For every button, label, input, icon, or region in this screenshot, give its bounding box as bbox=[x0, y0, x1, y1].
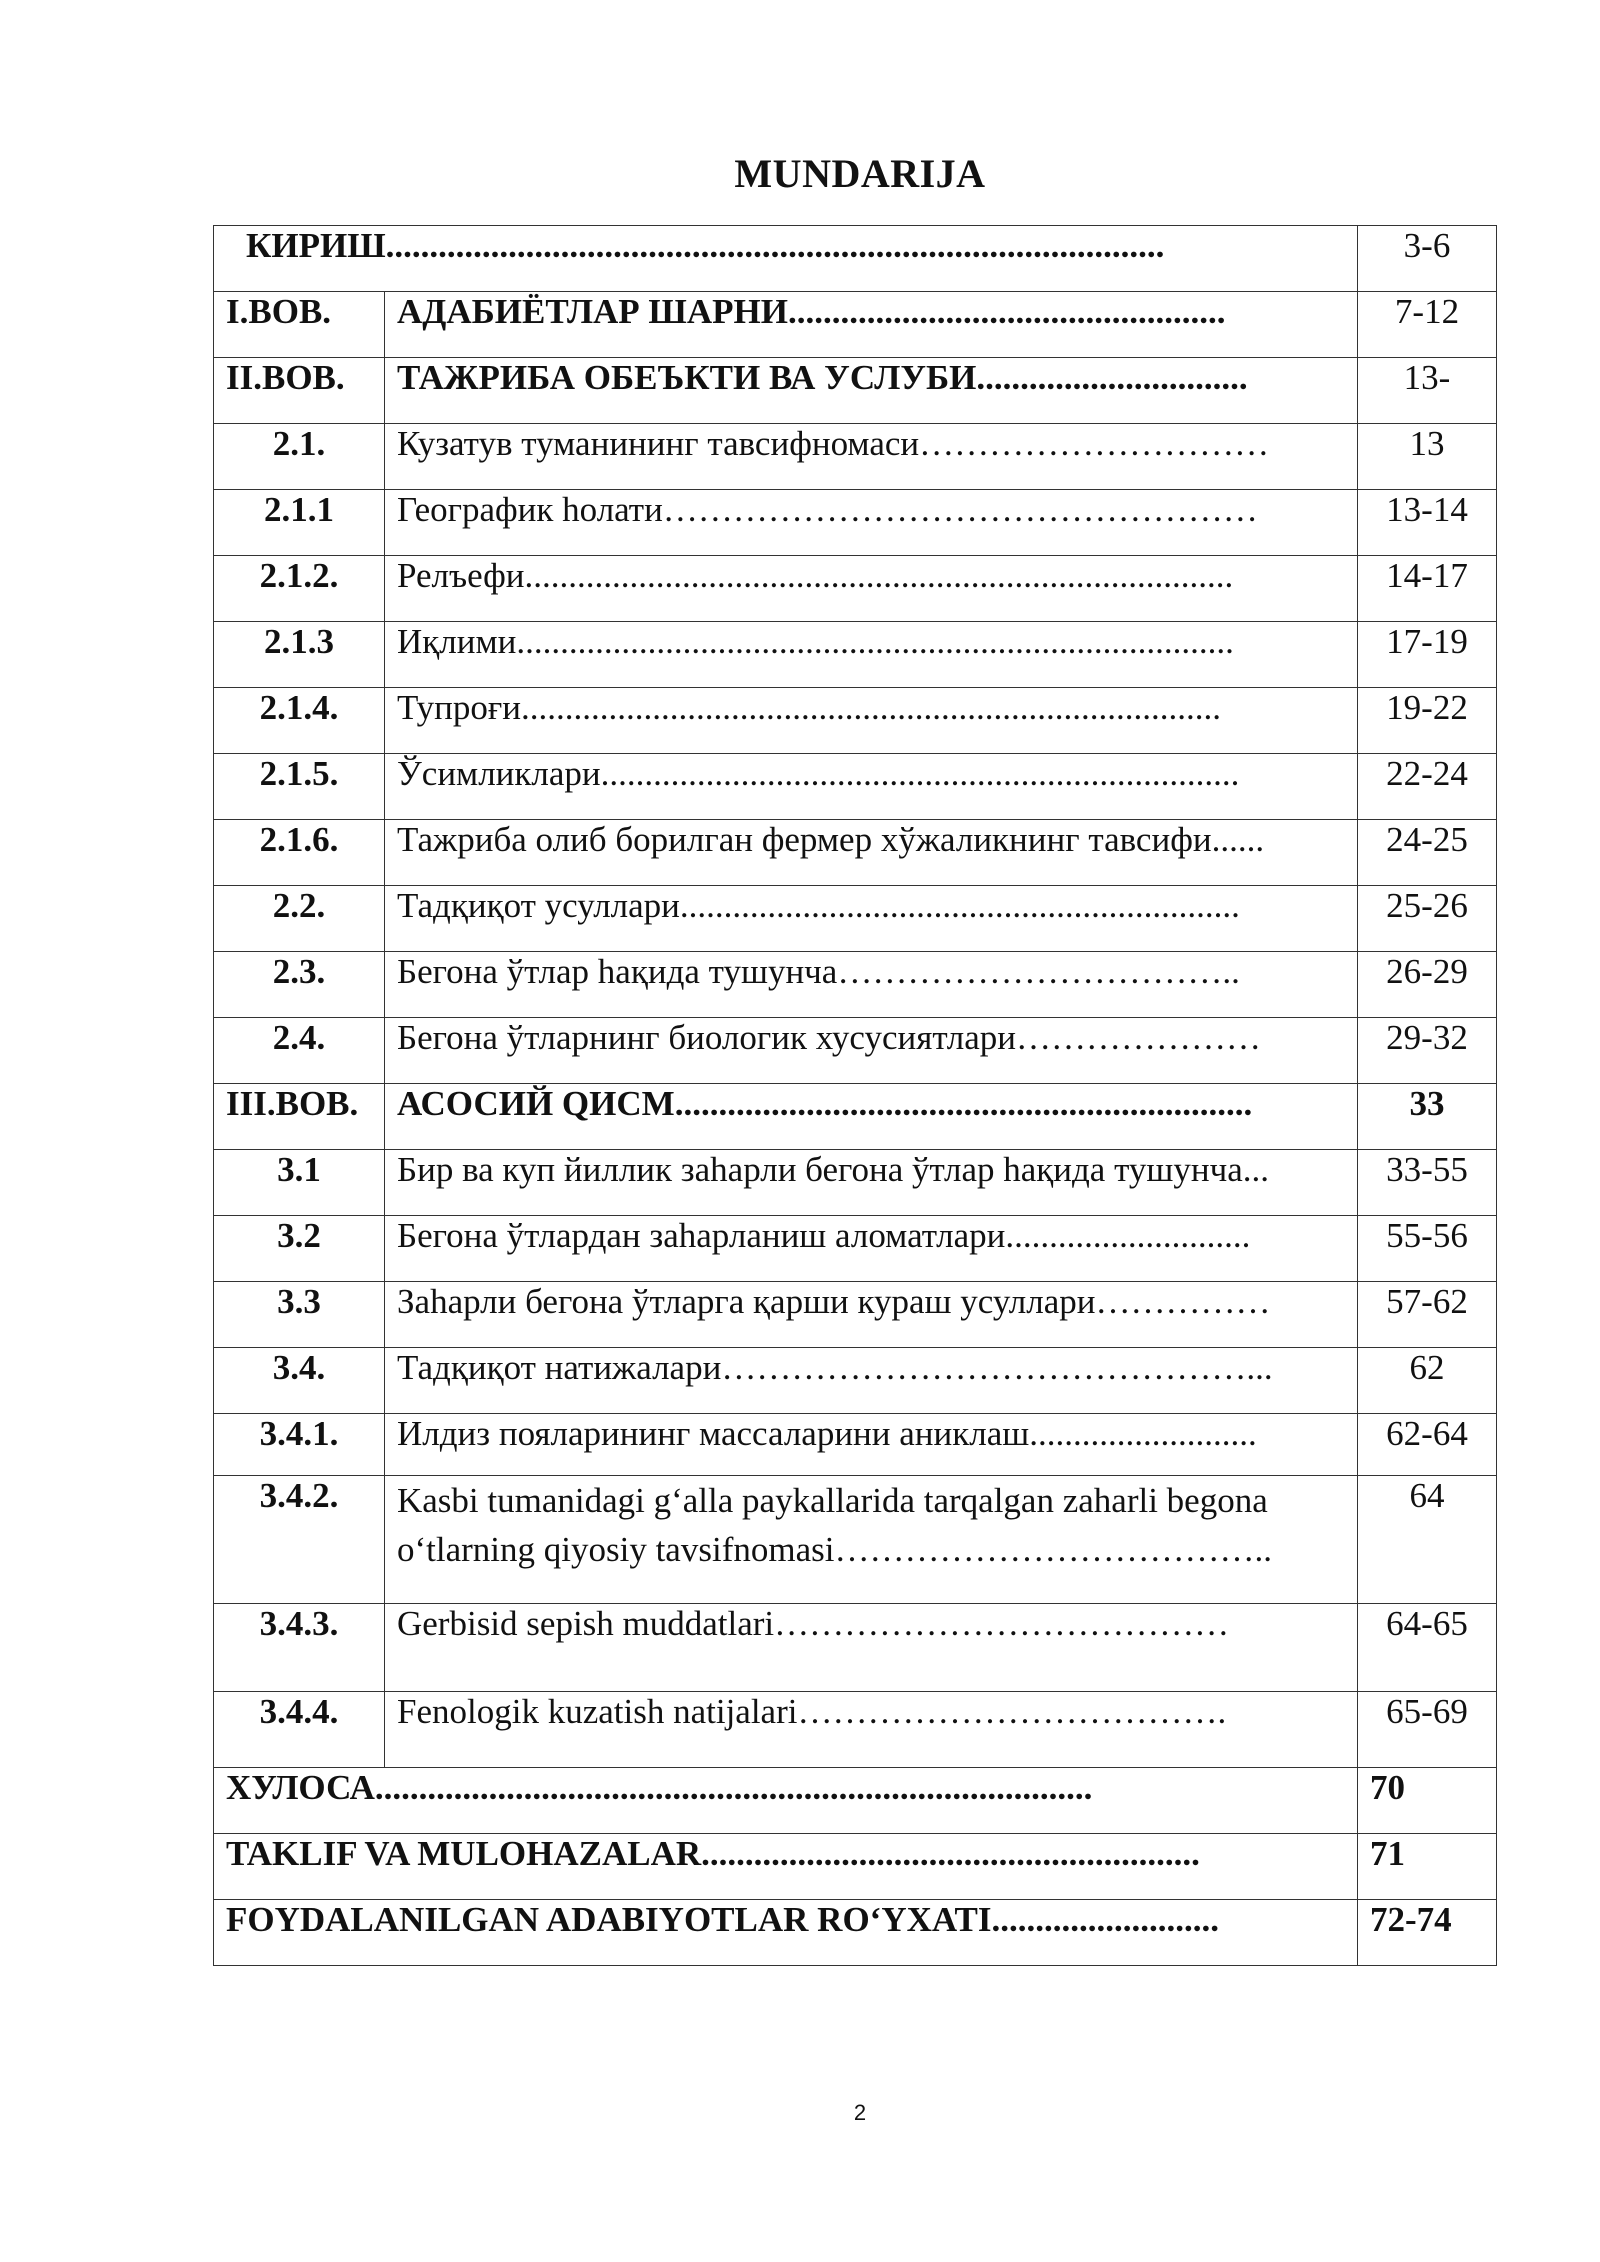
toc-number: 2.1.3 bbox=[214, 622, 385, 688]
toc-title: Тупроғи................................................................................ bbox=[385, 688, 1358, 754]
toc-row-proposals bbox=[214, 1834, 1497, 1900]
toc-page: 17-19 bbox=[1358, 622, 1497, 688]
toc-number: 2.3. bbox=[214, 952, 385, 1018]
toc-title: Ўсимликлари......................................................................... bbox=[385, 754, 1358, 820]
toc-page: 14-17 bbox=[1358, 556, 1497, 622]
toc-number: 3.4. bbox=[214, 1348, 385, 1414]
toc-title: Кузатув туманининг тавсифномаси………………………… bbox=[385, 424, 1358, 490]
toc-row-2-3 bbox=[214, 952, 1497, 1018]
toc-title: Kasbi tumanidagi g‘alla paykallarida tarqalgan zaharli begona o‘tlarning qiyosiy tavsifnomasi……………………………….. bbox=[385, 1476, 1358, 1604]
toc-page: 72-74 bbox=[1358, 1900, 1497, 1966]
toc-page: 62-64 bbox=[1358, 1414, 1497, 1476]
toc-row-2-1-6 bbox=[214, 820, 1497, 886]
table-of-contents bbox=[213, 225, 1497, 1966]
toc-row-3-4 bbox=[214, 1348, 1497, 1414]
toc-page: 26-29 bbox=[1358, 952, 1497, 1018]
toc-row-3-1 bbox=[214, 1150, 1497, 1216]
toc-title: Географик hолати…………………………………………… bbox=[385, 490, 1358, 556]
toc-row-2-4 bbox=[214, 1018, 1497, 1084]
page-number: 2 bbox=[853, 2100, 867, 2125]
toc-number: 3.4.2. bbox=[214, 1476, 385, 1604]
toc-number: 2.4. bbox=[214, 1018, 385, 1084]
toc-page: 19-22 bbox=[1358, 688, 1497, 754]
toc-row-2-1-1 bbox=[214, 490, 1497, 556]
toc-title: Илдиз пояларининг массаларини аниклаш.......................... bbox=[385, 1414, 1358, 1476]
page-title: MUNDARIJA bbox=[734, 151, 986, 196]
toc-number: 2.1.1 bbox=[214, 490, 385, 556]
toc-number: 2.1.6. bbox=[214, 820, 385, 886]
toc-number: 2.1.2. bbox=[214, 556, 385, 622]
toc-title: Тадқиқот усуллари................................................................ bbox=[385, 886, 1358, 952]
toc-row-3-4-3 bbox=[214, 1604, 1497, 1692]
toc-title: FOYDALANILGAN ADABIYOTLAR RO‘YXATI.......................... bbox=[214, 1900, 1358, 1966]
toc-row-2-1 bbox=[214, 424, 1497, 490]
toc-title: Gerbisid sepish muddatlari………………………………… bbox=[385, 1604, 1358, 1692]
toc-title: Иқлими.................................................................................. bbox=[385, 622, 1358, 688]
toc-title: Fenologik kuzatish natijalari………………………………. bbox=[385, 1692, 1358, 1768]
toc-page: 22-24 bbox=[1358, 754, 1497, 820]
toc-title: Тадқиқот натижалари………………………………………... bbox=[385, 1348, 1358, 1414]
toc-title: АСОСИЙ QИСМ.................................................................. bbox=[385, 1084, 1358, 1150]
toc-number: 3.4.4. bbox=[214, 1692, 385, 1768]
toc-row-intro bbox=[214, 226, 1497, 292]
toc-row-2-1-3 bbox=[214, 622, 1497, 688]
toc-page: 3-6 bbox=[1358, 226, 1497, 292]
toc-page: 7-12 bbox=[1358, 292, 1497, 358]
toc-title: КИРИШ......................................................................................... bbox=[214, 226, 1358, 292]
toc-number: 3.2 bbox=[214, 1216, 385, 1282]
toc-number: 3.1 bbox=[214, 1150, 385, 1216]
toc-title: Заhарли бегона ўтларга қарши кураш усуллари…………… bbox=[385, 1282, 1358, 1348]
toc-number: 2.2. bbox=[214, 886, 385, 952]
toc-number: III.BOB. bbox=[214, 1084, 385, 1150]
toc-page: 13 bbox=[1358, 424, 1497, 490]
toc-row-2-1-4 bbox=[214, 688, 1497, 754]
toc-page: 57-62 bbox=[1358, 1282, 1497, 1348]
toc-page: 13- bbox=[1358, 358, 1497, 424]
toc-page: 33-55 bbox=[1358, 1150, 1497, 1216]
toc-number: 3.4.1. bbox=[214, 1414, 385, 1476]
toc-row-3-2 bbox=[214, 1216, 1497, 1282]
toc-row-3-4-1 bbox=[214, 1414, 1497, 1476]
toc-row-2-1-2 bbox=[214, 556, 1497, 622]
toc-number: 2.1.5. bbox=[214, 754, 385, 820]
toc-title: Бегона ўтлар hақида тушунча…………………………….. bbox=[385, 952, 1358, 1018]
toc-title: Релъефи................................................................................. bbox=[385, 556, 1358, 622]
toc-number: 3.3 bbox=[214, 1282, 385, 1348]
toc-row-ch2 bbox=[214, 358, 1497, 424]
toc-title: АДАБИЁТЛАР ШАРНИ.................................................. bbox=[385, 292, 1358, 358]
toc-page: 64 bbox=[1358, 1476, 1497, 1604]
toc-row-conclusion bbox=[214, 1768, 1497, 1834]
toc-row-ch1 bbox=[214, 292, 1497, 358]
toc-row-references bbox=[214, 1900, 1497, 1966]
toc-title: Бегона ўтларнинг биологик хусусиятлари………………… bbox=[385, 1018, 1358, 1084]
toc-page: 65-69 bbox=[1358, 1692, 1497, 1768]
toc-number: 2.1. bbox=[214, 424, 385, 490]
toc-page: 71 bbox=[1358, 1834, 1497, 1900]
toc-title: Бир ва куп йиллик заhарли бегона ўтлар hақида тушунча... bbox=[385, 1150, 1358, 1216]
toc-row-2-1-5 bbox=[214, 754, 1497, 820]
toc-number: II.BOB. bbox=[214, 358, 385, 424]
toc-title: TAKLIF VA MULOHAZALAR......................................................... bbox=[214, 1834, 1358, 1900]
toc-title: ХУЛОСА.................................................................................. bbox=[214, 1768, 1358, 1834]
toc-page: 29-32 bbox=[1358, 1018, 1497, 1084]
toc-row-3-3 bbox=[214, 1282, 1497, 1348]
toc-page: 24-25 bbox=[1358, 820, 1497, 886]
toc-page: 64-65 bbox=[1358, 1604, 1497, 1692]
toc-title: ТАЖРИБА ОБЕЪКТИ ВА УСЛУБИ............................... bbox=[385, 358, 1358, 424]
toc-number: I.BOB. bbox=[214, 292, 385, 358]
toc-title: Тажриба олиб борилган фермер хўжаликнинг тавсифи...... bbox=[385, 820, 1358, 886]
toc-page: 62 bbox=[1358, 1348, 1497, 1414]
toc-page: 25-26 bbox=[1358, 886, 1497, 952]
toc-number: 2.1.4. bbox=[214, 688, 385, 754]
toc-page: 33 bbox=[1358, 1084, 1497, 1150]
toc-title: Бегона ўтлардан заhарланиш аломатлари............................ bbox=[385, 1216, 1358, 1282]
toc-row-3-4-2 bbox=[214, 1476, 1497, 1604]
toc-number: 3.4.3. bbox=[214, 1604, 385, 1692]
toc-page: 55-56 bbox=[1358, 1216, 1497, 1282]
toc-page: 13-14 bbox=[1358, 490, 1497, 556]
toc-row-3-4-4 bbox=[214, 1692, 1497, 1768]
toc-page: 70 bbox=[1358, 1768, 1497, 1834]
toc-row-2-2 bbox=[214, 886, 1497, 952]
toc-row-ch3 bbox=[214, 1084, 1497, 1150]
